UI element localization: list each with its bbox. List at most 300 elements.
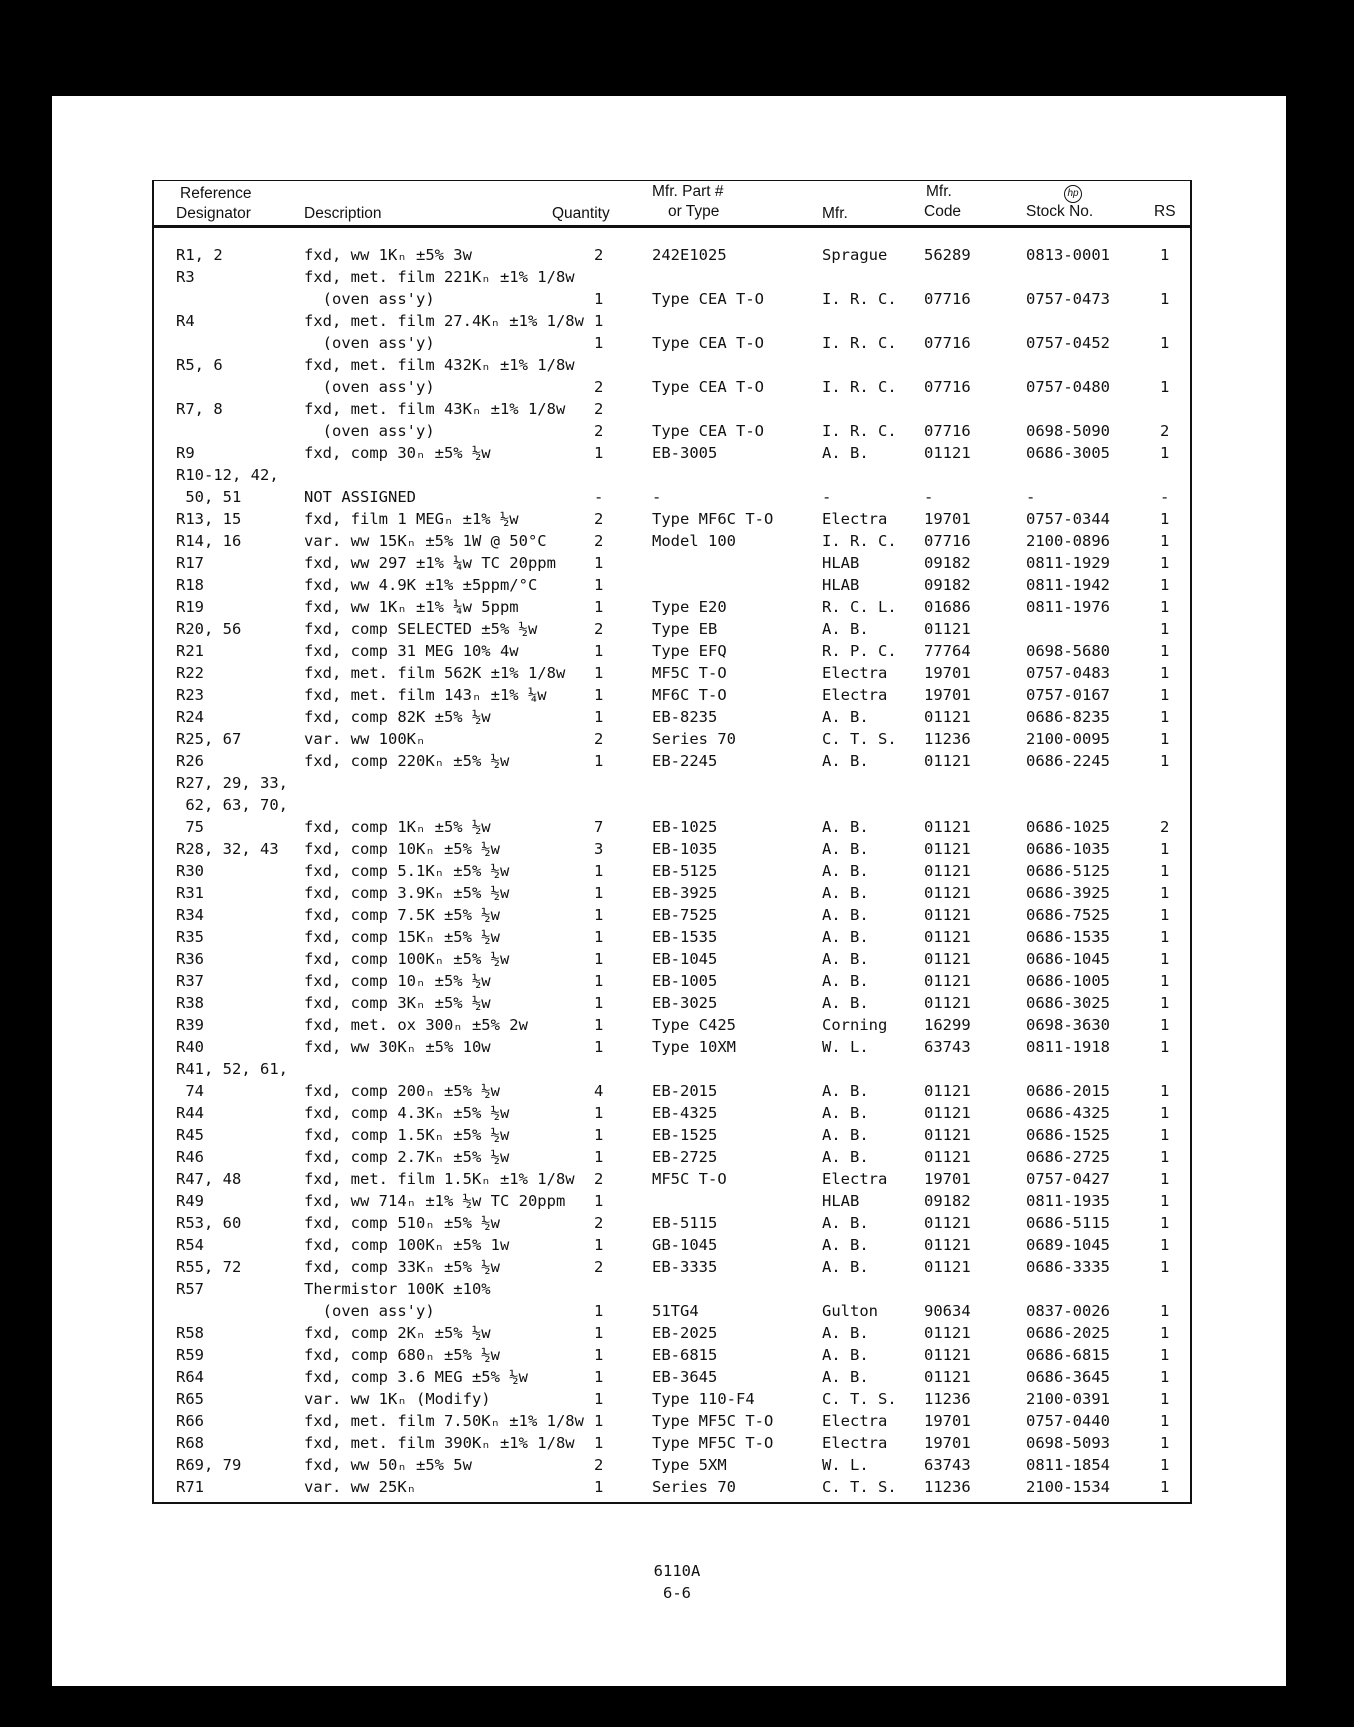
cell-reference: R45 [176, 1126, 204, 1144]
cell-description: fxd, ww 50ₙ ±5% 5w [304, 1456, 472, 1474]
table-row [154, 288, 1190, 310]
cell-rs: 1 [1160, 1302, 1170, 1320]
cell-description: (oven ass'y) [304, 1302, 435, 1320]
cell-mfr-part: Type CEA T-O [652, 334, 764, 352]
cell-rs: 1 [1160, 686, 1170, 704]
cell-mfr-code: 07716 [924, 532, 971, 550]
cell-mfr-code: 09182 [924, 554, 971, 572]
cell-mfr-part: EB-3005 [652, 444, 718, 462]
cell-mfr-part: Type EFQ [652, 642, 727, 660]
cell-mfr: I. R. C. [822, 290, 897, 308]
cell-mfr-part: Type EB [652, 620, 718, 638]
cell-mfr-code: - [924, 488, 934, 506]
cell-mfr: HLAB [822, 554, 860, 572]
cell-reference: R30 [176, 862, 204, 880]
cell-reference: R55, 72 [176, 1258, 242, 1276]
cell-mfr-code: 09182 [924, 576, 971, 594]
cell-reference: R66 [176, 1412, 204, 1430]
table-row [154, 1388, 1190, 1410]
cell-description: (oven ass'y) [304, 378, 435, 396]
cell-description: fxd, comp 2Kₙ ±5% ½w [304, 1324, 491, 1342]
cell-mfr-code: 01121 [924, 1214, 971, 1232]
cell-mfr: A. B. [822, 1368, 869, 1386]
cell-mfr: A. B. [822, 1104, 869, 1122]
cell-rs: 1 [1160, 1082, 1170, 1100]
table-row [154, 772, 1190, 794]
cell-quantity: 1 [594, 972, 604, 990]
cell-mfr: A. B. [822, 1236, 869, 1254]
cell-reference: R46 [176, 1148, 204, 1166]
table-row [154, 486, 1190, 508]
cell-description: (oven ass'y) [304, 334, 435, 352]
cell-quantity: 4 [594, 1082, 604, 1100]
cell-mfr-part: Type 110-F4 [652, 1390, 755, 1408]
header-or-type: or Type [668, 203, 720, 220]
cell-reference: R4 [176, 312, 195, 330]
cell-mfr-part: MF6C T-O [652, 686, 727, 704]
cell-rs: 1 [1160, 752, 1170, 770]
cell-reference: R38 [176, 994, 204, 1012]
cell-quantity: 1 [594, 1038, 604, 1056]
table-row [154, 574, 1190, 596]
cell-stock-no: 2100-1534 [1026, 1478, 1110, 1496]
cell-reference: R44 [176, 1104, 204, 1122]
cell-description: fxd, comp 3.9Kₙ ±5% ½w [304, 884, 510, 902]
cell-mfr-part: EB-1035 [652, 840, 718, 858]
cell-mfr: A. B. [822, 972, 869, 990]
cell-mfr-code: 63743 [924, 1038, 971, 1056]
cell-quantity: 1 [594, 576, 604, 594]
cell-mfr: A. B. [822, 1126, 869, 1144]
cell-mfr-part: Type CEA T-O [652, 290, 764, 308]
cell-stock-no: 0686-1005 [1026, 972, 1110, 990]
cell-quantity: 1 [594, 906, 604, 924]
cell-quantity: 1 [594, 994, 604, 1012]
cell-stock-no: 0686-3335 [1026, 1258, 1110, 1276]
table-row [154, 860, 1190, 882]
cell-stock-no: 0686-3025 [1026, 994, 1110, 1012]
cell-stock-no: 0757-0483 [1026, 664, 1110, 682]
cell-stock-no: 0757-0167 [1026, 686, 1110, 704]
cell-reference: R14, 16 [176, 532, 242, 550]
cell-rs: 1 [1160, 664, 1170, 682]
table-row [154, 1322, 1190, 1344]
cell-mfr-code: 01121 [924, 818, 971, 836]
cell-quantity: 2 [594, 246, 604, 264]
cell-reference: R22 [176, 664, 204, 682]
cell-mfr: A. B. [822, 1214, 869, 1232]
cell-rs: 1 [1160, 708, 1170, 726]
cell-description: fxd, comp 100Kₙ ±5% 1w [304, 1236, 510, 1254]
table-row [154, 662, 1190, 684]
cell-mfr: A. B. [822, 1346, 869, 1364]
cell-mfr-part: EB-3335 [652, 1258, 718, 1276]
cell-mfr-code: 01121 [924, 1324, 971, 1342]
cell-quantity: 1 [594, 950, 604, 968]
cell-mfr-part: Type 10XM [652, 1038, 736, 1056]
cell-mfr-part: Type MF6C T-O [652, 510, 774, 528]
cell-mfr-code: 77764 [924, 642, 971, 660]
cell-stock-no: 0686-1025 [1026, 818, 1110, 836]
cell-stock-no: 0686-2015 [1026, 1082, 1110, 1100]
cell-mfr-code: 09182 [924, 1192, 971, 1210]
cell-description: fxd, comp 3.6 MEG ±5% ½w [304, 1368, 528, 1386]
table-row [154, 1234, 1190, 1256]
cell-description: (oven ass'y) [304, 290, 435, 308]
cell-mfr: A. B. [822, 444, 869, 462]
cell-mfr-code: 01121 [924, 620, 971, 638]
cell-quantity: 1 [594, 1104, 604, 1122]
cell-mfr: W. L. [822, 1038, 869, 1056]
cell-quantity: 1 [594, 334, 604, 352]
cell-quantity: 2 [594, 1456, 604, 1474]
cell-mfr-part: Model 100 [652, 532, 736, 550]
table-row [154, 728, 1190, 750]
table-row [154, 926, 1190, 948]
cell-description: fxd, comp 31 MEG 10% 4w [304, 642, 519, 660]
cell-quantity: 1 [594, 664, 604, 682]
cell-mfr: Sprague [822, 246, 888, 264]
cell-description: fxd, comp 200ₙ ±5% ½w [304, 1082, 500, 1100]
table-row [154, 332, 1190, 354]
cell-stock-no: 0757-0344 [1026, 510, 1110, 528]
cell-rs: 1 [1160, 1478, 1170, 1496]
table-row [154, 838, 1190, 860]
cell-quantity: 1 [594, 884, 604, 902]
cell-reference: R5, 6 [176, 356, 223, 374]
cell-stock-no: 0686-1045 [1026, 950, 1110, 968]
cell-rs: 1 [1160, 620, 1170, 638]
cell-mfr-code: 01686 [924, 598, 971, 616]
cell-reference: R23 [176, 686, 204, 704]
cell-mfr-part: Type CEA T-O [652, 422, 764, 440]
cell-stock-no: 0686-6815 [1026, 1346, 1110, 1364]
cell-reference: R58 [176, 1324, 204, 1342]
cell-stock-no: 2100-0391 [1026, 1390, 1110, 1408]
cell-rs: 1 [1160, 1456, 1170, 1474]
cell-quantity: 1 [594, 686, 604, 704]
cell-quantity: 1 [594, 862, 604, 880]
table-row [154, 1278, 1190, 1300]
cell-stock-no: 0686-7525 [1026, 906, 1110, 924]
cell-mfr: A. B. [822, 1258, 869, 1276]
cell-description: fxd, met. ox 300ₙ ±5% 2w [304, 1016, 528, 1034]
cell-mfr: C. T. S. [822, 1478, 897, 1496]
cell-rs: 1 [1160, 862, 1170, 880]
cell-stock-no: 0686-5115 [1026, 1214, 1110, 1232]
hp-logo-icon: hp [1064, 181, 1082, 203]
cell-reference: R7, 8 [176, 400, 223, 418]
cell-quantity: 1 [594, 708, 604, 726]
cell-reference: R68 [176, 1434, 204, 1452]
cell-mfr-code: 01121 [924, 840, 971, 858]
cell-rs: 1 [1160, 1236, 1170, 1254]
cell-mfr-code: 90634 [924, 1302, 971, 1320]
table-row [154, 398, 1190, 420]
cell-mfr: A. B. [822, 862, 869, 880]
cell-description: fxd, met. film 432Kₙ ±1% 1/8w [304, 356, 575, 374]
cell-mfr: I. R. C. [822, 422, 897, 440]
cell-rs: 1 [1160, 972, 1170, 990]
cell-stock-no: 2100-0095 [1026, 730, 1110, 748]
cell-mfr-code: 01121 [924, 928, 971, 946]
cell-stock-no: 0698-5090 [1026, 422, 1110, 440]
cell-mfr-code: 01121 [924, 950, 971, 968]
cell-rs: 1 [1160, 1390, 1170, 1408]
cell-rs: 1 [1160, 532, 1170, 550]
cell-mfr: Electra [822, 1412, 888, 1430]
cell-reference: R21 [176, 642, 204, 660]
cell-mfr-part: EB-4325 [652, 1104, 718, 1122]
cell-rs: 2 [1160, 818, 1170, 836]
cell-mfr: I. R. C. [822, 334, 897, 352]
cell-mfr-code: 19701 [924, 1434, 971, 1452]
cell-mfr-code: 16299 [924, 1016, 971, 1034]
cell-reference: R13, 15 [176, 510, 242, 528]
cell-quantity: 1 [594, 444, 604, 462]
cell-mfr-code: 01121 [924, 906, 971, 924]
cell-stock-no: 0686-3925 [1026, 884, 1110, 902]
cell-description: fxd, met. film 1.5Kₙ ±1% 1/8w [304, 1170, 575, 1188]
table-body [154, 244, 1190, 1498]
cell-reference: 74 [176, 1082, 204, 1100]
cell-mfr-part: EB-1045 [652, 950, 718, 968]
cell-reference: R9 [176, 444, 195, 462]
cell-mfr: Electra [822, 686, 888, 704]
cell-mfr-part: EB-1525 [652, 1126, 718, 1144]
cell-rs: 1 [1160, 730, 1170, 748]
cell-mfr-code: 19701 [924, 664, 971, 682]
cell-reference: R37 [176, 972, 204, 990]
cell-mfr-part: EB-2245 [652, 752, 718, 770]
cell-description: fxd, ww 714ₙ ±1% ½w TC 20ppm [304, 1192, 566, 1210]
cell-quantity: 2 [594, 532, 604, 550]
cell-reference: R26 [176, 752, 204, 770]
table-row [154, 706, 1190, 728]
cell-mfr-part: EB-2025 [652, 1324, 718, 1342]
cell-mfr: A. B. [822, 708, 869, 726]
cell-quantity: 1 [594, 928, 604, 946]
cell-mfr-code: 07716 [924, 290, 971, 308]
cell-quantity: 1 [594, 1390, 604, 1408]
cell-stock-no: 0757-0427 [1026, 1170, 1110, 1188]
cell-mfr: A. B. [822, 884, 869, 902]
cell-rs: 1 [1160, 1038, 1170, 1056]
table-row [154, 882, 1190, 904]
cell-reference: R25, 67 [176, 730, 242, 748]
cell-reference: R28, 32, 43 [176, 840, 279, 858]
cell-quantity: 2 [594, 422, 604, 440]
cell-stock-no: 0757-0473 [1026, 290, 1110, 308]
header-quantity: Quantity [552, 205, 610, 222]
cell-mfr: Electra [822, 664, 888, 682]
cell-rs: 1 [1160, 290, 1170, 308]
cell-mfr: C. T. S. [822, 730, 897, 748]
table-row [154, 442, 1190, 464]
cell-quantity: 1 [594, 1324, 604, 1342]
cell-rs: 1 [1160, 1170, 1170, 1188]
cell-stock-no: 0698-5093 [1026, 1434, 1110, 1452]
cell-stock-no: 0757-0480 [1026, 378, 1110, 396]
cell-quantity: 1 [594, 1478, 604, 1496]
table-row [154, 816, 1190, 838]
cell-mfr: I. R. C. [822, 532, 897, 550]
cell-stock-no: 0757-0440 [1026, 1412, 1110, 1430]
cell-description: fxd, met. film 43Kₙ ±1% 1/8w [304, 400, 566, 418]
cell-quantity: 2 [594, 510, 604, 528]
cell-stock-no: 0686-5125 [1026, 862, 1110, 880]
cell-reference: R34 [176, 906, 204, 924]
cell-mfr-code: 01121 [924, 1236, 971, 1254]
cell-reference: R71 [176, 1478, 204, 1496]
table-row [154, 1410, 1190, 1432]
cell-reference: R69, 79 [176, 1456, 242, 1474]
table-row [154, 1014, 1190, 1036]
cell-rs: 1 [1160, 642, 1170, 660]
cell-reference: R40 [176, 1038, 204, 1056]
cell-mfr-part: MF5C T-O [652, 1170, 727, 1188]
cell-description: fxd, ww 4.9K ±1% ±5ppm/°C [304, 576, 538, 594]
header-designator: Designator [176, 205, 251, 222]
cell-reference: R39 [176, 1016, 204, 1034]
cell-mfr: Gulton [822, 1302, 878, 1320]
cell-mfr-part: Type 5XM [652, 1456, 727, 1474]
cell-mfr-part: EB-5115 [652, 1214, 718, 1232]
cell-rs: 1 [1160, 1258, 1170, 1276]
cell-reference: 62, 63, 70, [176, 796, 288, 814]
cell-quantity: 2 [594, 620, 604, 638]
cell-mfr-part: EB-1535 [652, 928, 718, 946]
cell-mfr-code: 56289 [924, 246, 971, 264]
cell-reference: R65 [176, 1390, 204, 1408]
cell-description: fxd, ww 1Kₙ ±1% ¼w 5ppm [304, 598, 519, 616]
cell-description: fxd, met. film 7.50Kₙ ±1% 1/8w [304, 1412, 584, 1430]
cell-mfr: A. B. [822, 994, 869, 1012]
table-row [154, 1256, 1190, 1278]
table-row [154, 992, 1190, 1014]
table-row [154, 508, 1190, 530]
cell-mfr-part: - [652, 488, 662, 506]
table-row [154, 1190, 1190, 1212]
cell-mfr: A. B. [822, 1148, 869, 1166]
cell-reference: R3 [176, 268, 195, 286]
cell-stock-no: 0811-1929 [1026, 554, 1110, 572]
cell-mfr: A. B. [822, 928, 869, 946]
cell-reference: R24 [176, 708, 204, 726]
table-row [154, 1432, 1190, 1454]
cell-reference: R41, 52, 61, [176, 1060, 288, 1078]
cell-mfr-part: Series 70 [652, 1478, 736, 1496]
cell-mfr-code: 19701 [924, 510, 971, 528]
cell-description: fxd, comp 30ₙ ±5% ½w [304, 444, 491, 462]
cell-description: fxd, met. film 390Kₙ ±1% 1/8w [304, 1434, 575, 1452]
cell-stock-no: 0686-4325 [1026, 1104, 1110, 1122]
table-row [154, 596, 1190, 618]
cell-rs: 1 [1160, 598, 1170, 616]
cell-reference: R1, 2 [176, 246, 223, 264]
cell-reference: R19 [176, 598, 204, 616]
cell-mfr-code: 01121 [924, 862, 971, 880]
cell-stock-no: 0757-0452 [1026, 334, 1110, 352]
cell-quantity: 1 [594, 1236, 604, 1254]
table-row [154, 244, 1190, 266]
cell-mfr: HLAB [822, 576, 860, 594]
cell-stock-no: 0686-8235 [1026, 708, 1110, 726]
cell-mfr-code: 01121 [924, 994, 971, 1012]
cell-reference: R20, 56 [176, 620, 242, 638]
cell-mfr-code: 01121 [924, 1104, 971, 1122]
cell-mfr-code: 01121 [924, 1346, 971, 1364]
cell-stock-no: 0686-1035 [1026, 840, 1110, 858]
cell-stock-no: 0811-1976 [1026, 598, 1110, 616]
table-row [154, 1300, 1190, 1322]
table-row [154, 1168, 1190, 1190]
cell-stock-no: 0837-0026 [1026, 1302, 1110, 1320]
cell-description: fxd, ww 297 ±1% ¼w TC 20ppm [304, 554, 556, 572]
cell-quantity: 1 [594, 1346, 604, 1364]
cell-mfr-part: 51TG4 [652, 1302, 699, 1320]
table-row [154, 420, 1190, 442]
cell-mfr-part: EB-8235 [652, 708, 718, 726]
cell-mfr-part: EB-3645 [652, 1368, 718, 1386]
header-mfr-part: Mfr. Part # [652, 183, 724, 200]
cell-description: fxd, ww 1Kₙ ±5% 3w [304, 246, 472, 264]
cell-quantity: 2 [594, 1170, 604, 1188]
cell-mfr-part: EB-3925 [652, 884, 718, 902]
cell-reference: 75 [176, 818, 204, 836]
parts-list-table [152, 180, 1192, 1504]
cell-mfr: C. T. S. [822, 1390, 897, 1408]
cell-mfr-code: 01121 [924, 1082, 971, 1100]
cell-reference: R47, 48 [176, 1170, 242, 1188]
cell-mfr: R. C. L. [822, 598, 897, 616]
cell-description: fxd, met. film 143ₙ ±1% ¼w [304, 686, 547, 704]
cell-rs: 1 [1160, 928, 1170, 946]
cell-quantity: 1 [594, 1126, 604, 1144]
cell-description: var. ww 25Kₙ [304, 1478, 416, 1496]
cell-mfr-code: 11236 [924, 730, 971, 748]
cell-stock-no: - [1026, 488, 1036, 506]
cell-mfr: A. B. [822, 752, 869, 770]
cell-description: var. ww 1Kₙ (Modify) [304, 1390, 491, 1408]
cell-description: fxd, comp 10Kₙ ±5% ½w [304, 840, 500, 858]
cell-description: fxd, met. film 27.4Kₙ ±1% 1/8w [304, 312, 584, 330]
cell-quantity: 2 [594, 1258, 604, 1276]
cell-mfr: Electra [822, 1434, 888, 1452]
cell-description: var. ww 100Kₙ [304, 730, 426, 748]
cell-reference: R31 [176, 884, 204, 902]
cell-reference: R27, 29, 33, [176, 774, 288, 792]
cell-description: fxd, comp 33Kₙ ±5% ½w [304, 1258, 500, 1276]
table-header [154, 181, 1190, 228]
cell-mfr-part: EB-2015 [652, 1082, 718, 1100]
header-rs: RS [1154, 203, 1176, 220]
cell-mfr-code: 01121 [924, 1258, 971, 1276]
cell-reference: R57 [176, 1280, 204, 1298]
cell-rs: 1 [1160, 1412, 1170, 1430]
cell-mfr: HLAB [822, 1192, 860, 1210]
cell-quantity: 1 [594, 598, 604, 616]
cell-reference: R49 [176, 1192, 204, 1210]
table-row [154, 970, 1190, 992]
cell-quantity: 2 [594, 1214, 604, 1232]
cell-rs: 1 [1160, 576, 1170, 594]
cell-stock-no: 0686-2025 [1026, 1324, 1110, 1342]
cell-description: var. ww 15Kₙ ±5% 1W @ 50°C [304, 532, 547, 550]
cell-quantity: 1 [594, 1148, 604, 1166]
cell-quantity: 1 [594, 1016, 604, 1034]
table-row [154, 640, 1190, 662]
